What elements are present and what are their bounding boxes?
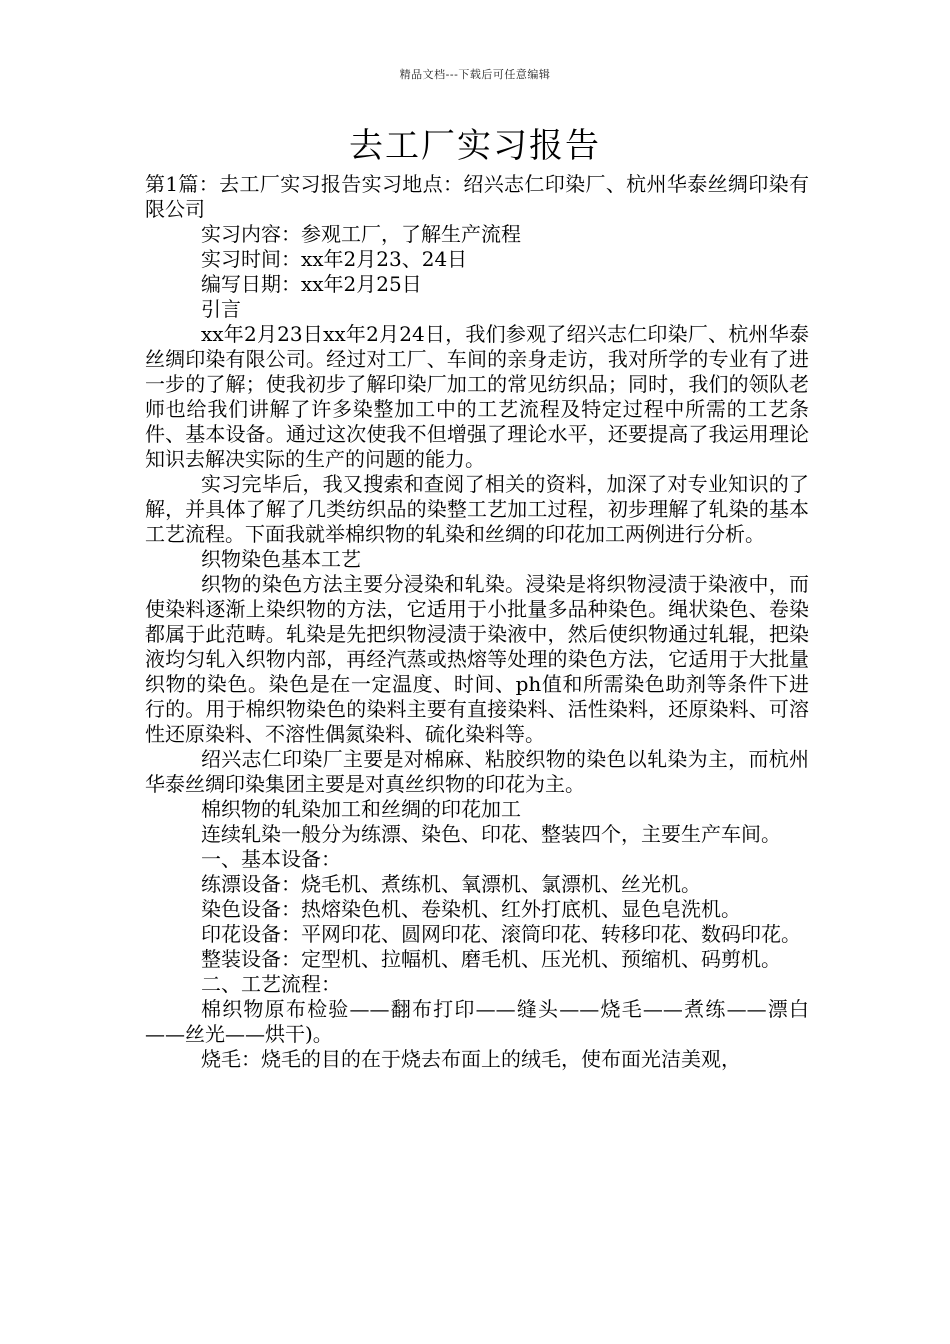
paragraph: 织物的染色方法主要分浸染和轧染。浸染是将织物浸渍于染液中，而使染料逐渐上染织物的方法，它适用于小批量多品种染色。绳状染色、卷染都属于此范畴。轧染是先把织物浸渍于染液中，然后使织物通过轧辊，把染液均匀轧入织物内部，再经汽蒸或热熔等处理的染色方法，它适用于大批量织物的染色。染色是在一定温度、时间、ph值和所需染色助剂等条件下进行的。用于棉织物染色的染料主要有直接染料、活性染料，还原染料、可溶性还原染料、不溶性偶氮染料、硫化染料等。 [145, 572, 809, 746]
paragraph: 二、工艺流程： [201, 972, 341, 996]
paragraph: 练漂设备：烧毛机、煮练机、氧漂机、氯漂机、丝光机。 [201, 872, 701, 896]
paragraph: 棉织物原布检验——翻布打印——缝头——烧毛——煮练——漂白——丝光——烘干)。 [145, 997, 809, 1046]
paragraph: 烧毛：烧毛的目的在于烧去布面上的绒毛，使布面光洁美观， [201, 1047, 741, 1071]
paragraph: 编写日期：xx年2月25日 [201, 272, 422, 296]
paragraph: 引言 [201, 297, 241, 321]
header-note: 精品文档---下载后可任意编辑 [399, 68, 551, 81]
document-title: 去工厂实习报告 [349, 126, 601, 166]
paragraph: 染色设备：热熔染色机、卷染机、红外打底机、显色皂洗机。 [201, 897, 741, 921]
paragraph: 印花设备：平网印花、圆网印花、滚筒印花、转移印花、数码印花。 [201, 922, 801, 946]
paragraph: 整装设备：定型机、拉幅机、磨毛机、压光机、预缩机、码剪机。 [201, 947, 781, 971]
paragraph: 一、基本设备： [201, 847, 341, 871]
paragraph: 实习内容：参观工厂，了解生产流程 [201, 222, 521, 246]
paragraph: 连续轧染一般分为练漂、染色、印花、整装四个，主要生产车间。 [201, 822, 781, 846]
paragraph: 实习完毕后，我又搜索和查阅了相关的资料，加深了对专业知识的了解，并具体了解了几类纺织品的染整工艺加工过程，初步理解了轧染的基本工艺流程。下面我就举棉织物的轧染和丝绸的印花加工两例进行分析。 [145, 472, 809, 546]
paragraph: 实习时间：xx年2月23、24日 [201, 247, 468, 271]
paragraph: 棉织物的轧染加工和丝绸的印花加工 [201, 797, 521, 821]
paragraph: 绍兴志仁印染厂主要是对棉麻、粘胶织物的染色以轧染为主，而杭州华泰丝绸印染集团主要是对真丝织物的印花为主。 [145, 747, 809, 796]
document-body [145, 172, 809, 1072]
paragraph: 第1篇：去工厂实习报告实习地点：绍兴志仁印染厂、杭州华泰丝绸印染有限公司 [145, 172, 809, 221]
paragraph: 织物染色基本工艺 [201, 547, 361, 571]
paragraph: xx年2月23日xx年2月24日，我们参观了绍兴志仁印染厂、杭州华泰丝绸印染有限公司。经过对工厂、车间的亲身走访，我对所学的专业有了进一步的了解；使我初步了解印染厂加工的常见纺织品；同时，我们的领队老师也给我们讲解了许多染整加工中的工艺流程及特定过程中所需的工艺条件、基本设备。通过这次使我不但增强了理论水平，还要提高了我运用理论知识去解决实际的生产的问题的能力。 [145, 322, 809, 471]
